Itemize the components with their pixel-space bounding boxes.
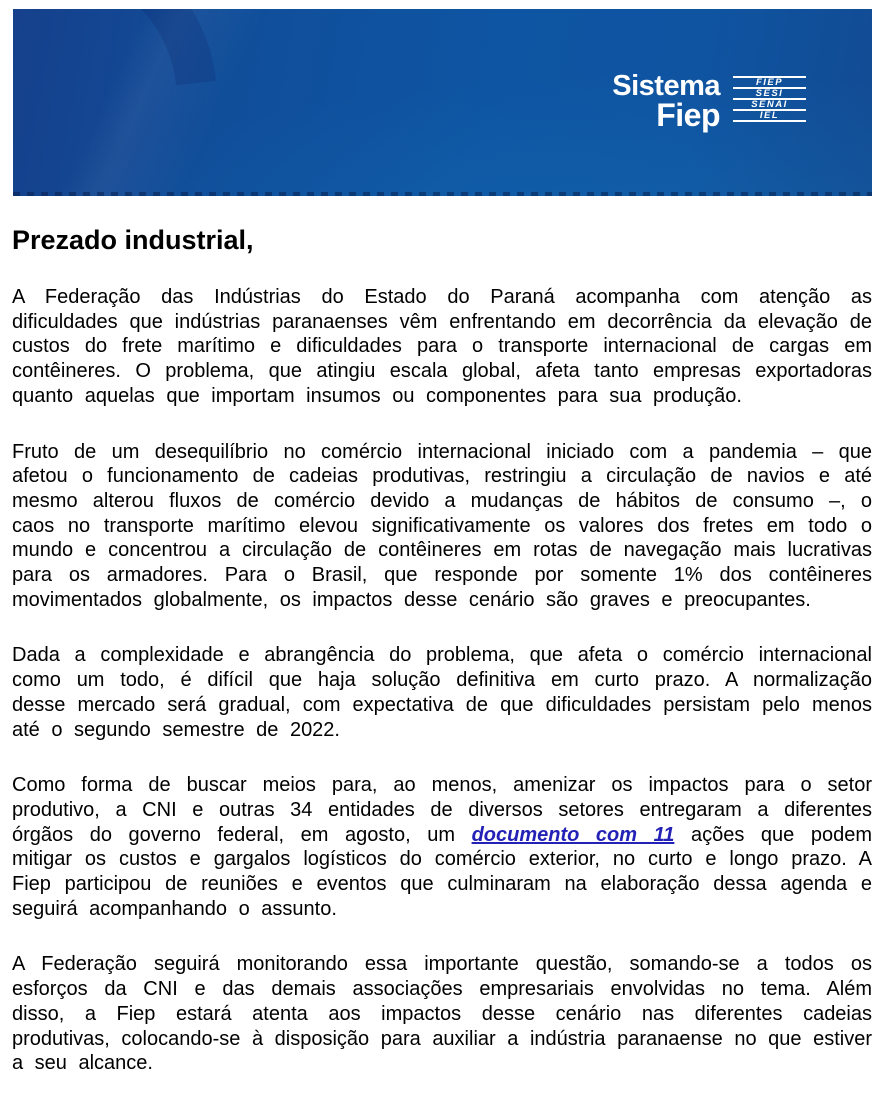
logo-entity-sesi: SESI — [733, 87, 806, 98]
letter-body — [12, 196, 872, 1107]
logo-wordmark-line2: Fiep — [656, 97, 720, 133]
paragraph-freight-costs: A Federação das Indústrias do Estado do Paraná acompanha com atenção as dificuldades que indústrias paranaenses vêm enfrentando em decorrência da elevação de custos do frete marítimo e dificuldades para o transporte internacional de cargas em contêineres. O problema, que atingiu escala global, afeta tanto empresas exportadoras quanto aquelas que importam insumos ou componentes para sua produção. — [12, 286, 872, 407]
logo-wordmark — [612, 70, 720, 133]
header-banner — [13, 9, 872, 196]
paragraph-trade-imbalance: Fruto de um desequilíbrio no comércio internacional iniciado com a pandemia – que afetou o funcionamento de cadeias produtivas, restringiu a circulação de navios e até mesmo alterou fluxos de comércio devido a mudanças de hábitos de consumo –, o caos no transporte marítimo elevou significativamente os valores dos fretes em todo o mundo e concentrou a circulação de contêineres em rotas de navegação mais lucrativas para os armadores. Para o Brasil, que responde por somente 1% dos contêineres movimentados globalmente, os impactos desse cenário são graves e preocupantes. — [12, 440, 872, 611]
paragraph-federation-monitoring: A Federação seguirá monitorando essa importante questão, somando-se a todos os esforços da CNI e das demais associações empresariais envolvidas no tema. Além disso, a Fiep estará atenta aos impactos desse cenário nas diferentes cadeias produtivas, colocando-se à disposição para auxiliar a indústria paranaense no que estiver a seu alcance. — [12, 953, 872, 1075]
documento-com-11-link[interactable]: documento com 11 — [471, 823, 675, 846]
paragraph-normalization-2022: Dada a complexidade e abrangência do problema, que afeta o comércio internacional como um todo, é difícil que haja solução definitiva em curto prazo. A normalização desse mercado será gradual, com expectativa de que dificuldades persistam pelo menos até o segundo semestre de 2022. — [12, 644, 872, 741]
logo-entity-senai: SENAI — [733, 98, 806, 109]
sistema-fiep-logo — [612, 70, 806, 133]
greeting-heading: Prezado industrial, — [12, 225, 254, 255]
logo-wordmark-line1: Sistema — [612, 70, 720, 102]
paragraph-cni-before-link: Como forma de buscar meios para, ao menos, amenizar os impactos para o setor produtivo, a CNI e outras 34 entidades de diversos setores entregaram a diferentes órgãos do governo federal, em agosto, um — [12, 774, 872, 846]
paragraph-cni-after-link: ações que podem mitigar os custos e gargalos logísticos do comércio exterior, no curto e longo prazo. A Fiep participou de reuniões e eventos que culminaram na elaboração dessa agenda e seguirá acompanhando o assunto. — [12, 823, 873, 920]
logo-entity-iel: IEL — [733, 109, 806, 120]
paragraph-cni-document — [12, 773, 872, 921]
logo-entity-list — [733, 76, 806, 122]
logo-entity-fiep: FIEP — [733, 76, 806, 87]
banner-swoosh-decoration — [13, 9, 288, 196]
